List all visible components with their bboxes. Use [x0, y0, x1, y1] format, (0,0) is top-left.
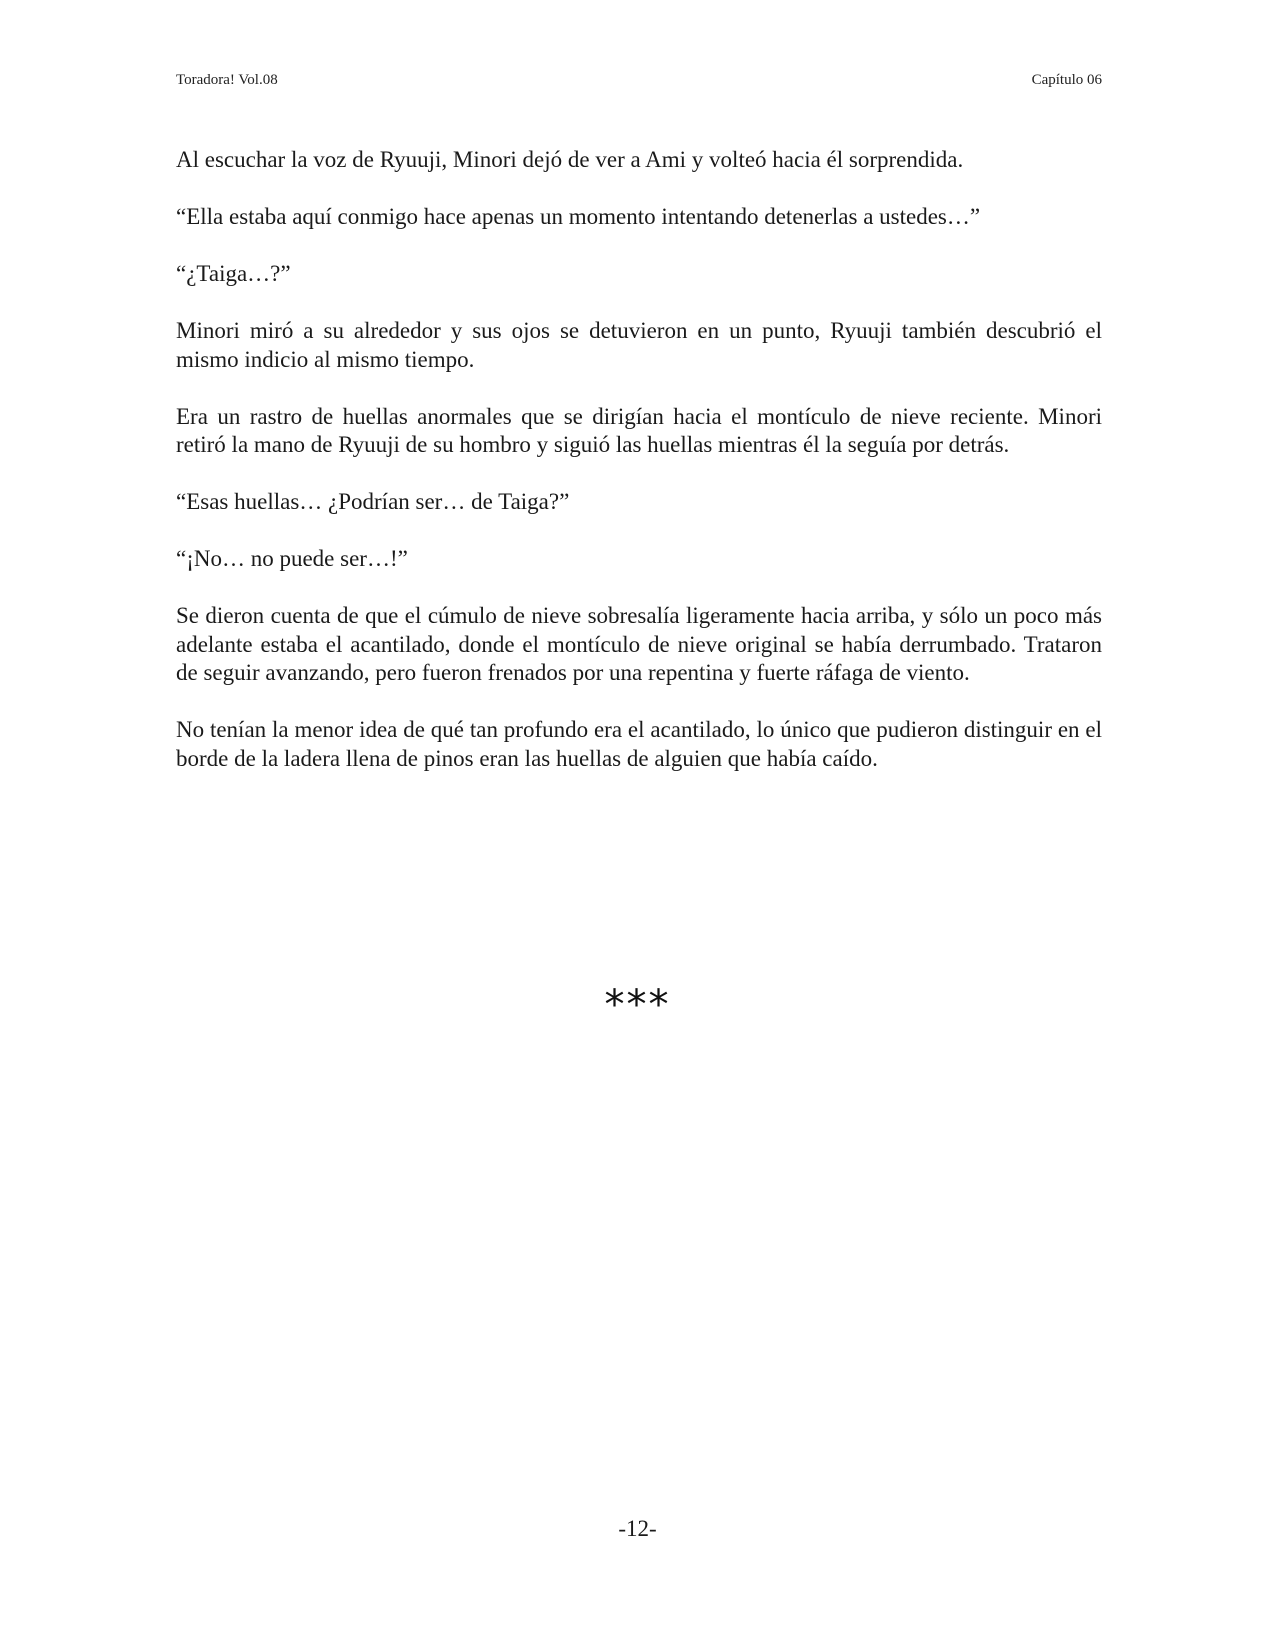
paragraph: “Ella estaba aquí conmigo hace apenas un momento intentando detenerlas a ustedes…” — [176, 204, 981, 229]
paragraph: Al escuchar la voz de Ryuuji, Minori dejó de ver a Ami y volteó hacia él sorprendida. — [176, 147, 964, 172]
header-book-title: Toradora! Vol.08 — [176, 72, 278, 88]
paragraph: “Esas huellas… ¿Podrían ser… de Taiga?” — [176, 489, 570, 514]
paragraph: No tenían la menor idea de qué tan profundo era el acantilado, lo único que pudieron distinguir en el borde de la ladera llena de pinos eran las huellas de alguien que había caído. — [176, 717, 1102, 771]
paragraph: “¡No… no puede ser…!” — [176, 546, 408, 571]
paragraph: Era un rastro de huellas anormales que se dirigían hacia el montículo de nieve reciente. Minori retiró la mano de Ryuuji de su hombro y siguió las huellas mientras él la seguía por detrás. — [176, 403, 1102, 457]
paragraph: “¿Taiga…?” — [176, 261, 291, 286]
paragraph: Se dieron cuenta de que el cúmulo de nieve sobresalía ligeramente hacia arriba, y sólo un poco más adelante estaba el acantilado, donde el montículo de nieve original se había derrumbado. Trataron de seguir avanzando, pero fueron frenados por una repentina y fuerte ráfaga de viento. — [176, 603, 1102, 685]
section-separator: *** — [604, 982, 671, 1028]
page-number: -12- — [618, 1516, 657, 1541]
header-chapter: Capítulo 06 — [1031, 72, 1102, 88]
page-header — [176, 72, 1102, 89]
paragraph: Minori miró a su alrededor y sus ojos se detuvieron en un punto, Ryuuji también descubrió el mismo indicio al mismo tiempo. — [176, 318, 1102, 372]
body-text — [176, 146, 1102, 802]
